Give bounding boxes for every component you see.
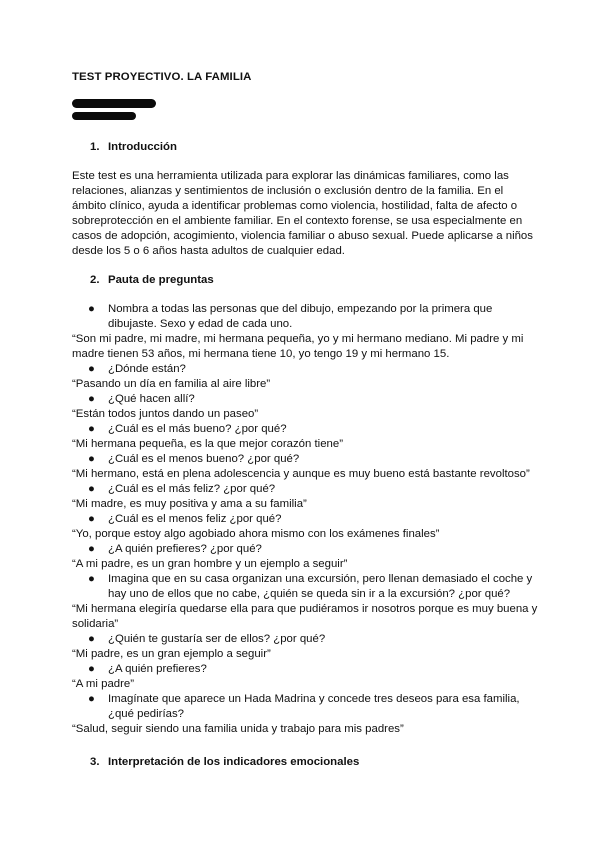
section-heading-introduccion [72,140,540,155]
section-title: Pauta de preguntas [108,274,214,286]
answer-text: “A mi padre” [72,678,135,690]
question-bullet-list [72,632,540,647]
question-item [72,392,540,407]
bullet-icon: ● [88,303,95,315]
bullet-icon: ● [88,543,95,555]
question-text: ¿A quién prefieres? ¿por qué? [108,543,262,555]
intro-line: ámbito clínico, ayuda a identificar problemas como violencia, hostilidad, falta de afecto o [72,200,518,212]
question-item [72,542,540,557]
question-bullet-list [72,302,540,332]
question-text: dibujaste. Sexo y edad de cada uno. [108,318,293,330]
section-heading-interpretacion [72,755,540,770]
question-text: ¿Cuál es el menos feliz ¿por qué? [108,513,282,525]
question-item [72,512,540,527]
intro-line: casos de adopción, acogimiento, violencia familiar o abuso sexual. Puede aplicarse a niños [72,230,533,242]
question-text: hay uno de ellos que no cabe, ¿quién se queda sin ir a la excursión? ¿por qué? [108,588,511,600]
answer-text: “Yo, porque estoy algo agobiado ahora mismo con los exámenes finales” [72,528,440,540]
answer-text: solidaria” [72,618,119,630]
answer-text: “Mi hermana elegiría quedarse ella para que pudiéramos ir nosotros porque es muy buena y [72,603,538,615]
intro-paragraph [72,169,540,259]
question-list [72,302,540,737]
section-number: 3. [90,756,100,768]
question-item [72,362,540,377]
question-item [72,452,540,467]
question-item [72,422,540,437]
question-item [72,662,540,677]
question-text: Imagina que en su casa organizan una excursión, pero llenan demasiado el coche y [108,573,533,585]
redacted-name-bar [72,99,156,108]
answer-text: “Salud, seguir siendo una familia unida y trabajo para mis padres” [72,723,404,735]
bullet-icon: ● [88,633,95,645]
question-text: ¿qué pedirías? [108,708,184,720]
answer-text: “Mi padre, es un gran ejemplo a seguir” [72,648,271,660]
section-title: Introducción [108,141,177,153]
question-text: Nombra a todas las personas que del dibujo, empezando por la primera que [108,303,493,315]
intro-line: desde los 5 o 6 años hasta adultos de cualquier edad. [72,245,345,257]
question-bullet-list [72,512,540,527]
question-text: ¿Cuál es el más bueno? ¿por qué? [108,423,287,435]
section-number: 1. [90,141,100,153]
question-text: Imagínate que aparece un Hada Madrina y concede tres deseos para esa familia, [108,693,520,705]
intro-line: sobreprotección en el ambiente familiar. En el contexto forense, se usa especialmente en [72,215,523,227]
question-bullet-list [72,662,540,677]
question-item [72,632,540,647]
answer-text: “Son mi padre, mi madre, mi hermana pequeña, yo y mi hermano mediano. Mi padre y mi [72,333,524,345]
answer-text: “Mi madre, es muy positiva y ama a su familia” [72,498,307,510]
question-item [72,302,540,332]
answer-text: madre tienen 53 años, mi hermana tiene 10, yo tengo 19 y mi hermano 15. [72,348,450,360]
question-bullet-list [72,422,540,437]
answer-text: “A mi padre, es un gran hombre y un ejemplo a seguir” [72,558,348,570]
question-text: ¿Cuál es el más feliz? ¿por qué? [108,483,276,495]
bullet-icon: ● [88,423,95,435]
bullet-icon: ● [88,693,95,705]
question-text: ¿Qué hacen allí? [108,393,195,405]
document-title: TEST PROYECTIVO. LA FAMILIA [72,71,252,83]
answer-text: “Mi hermano, está en plena adolescencia y aunque es muy bueno está bastante revoltoso” [72,468,530,480]
intro-line: relaciones, alianzas y sentimientos de inclusión o exclusión dentro de la familia. En el [72,185,504,197]
section-title: Interpretación de los indicadores emocionales [108,756,360,768]
question-item [72,572,540,602]
bullet-icon: ● [88,573,95,585]
question-bullet-list [72,542,540,557]
question-bullet-list [72,692,540,722]
answer-text: “Mi hermana pequeña, es la que mejor corazón tiene” [72,438,343,450]
section-number: 2. [90,274,100,286]
question-bullet-list [72,482,540,497]
answer-text: “Pasando un día en familia al aire libre” [72,378,271,390]
question-bullet-list [72,572,540,602]
bullet-icon: ● [88,663,95,675]
bullet-icon: ● [88,453,95,465]
bullet-icon: ● [88,363,95,375]
redacted-id-bar [72,112,136,120]
bullet-icon: ● [88,483,95,495]
question-item [72,482,540,497]
question-text: ¿Cuál es el menos bueno? ¿por qué? [108,453,300,465]
question-bullet-list [72,452,540,467]
question-bullet-list [72,362,540,377]
question-bullet-list [72,392,540,407]
question-text: ¿Quién te gustaría ser de ellos? ¿por qué? [108,633,326,645]
answer-text: “Están todos juntos dando un paseo” [72,408,259,420]
bullet-icon: ● [88,513,95,525]
question-text: ¿A quién prefieres? [108,663,207,675]
section-heading-pauta [72,273,540,288]
intro-line: Este test es una herramienta utilizada para explorar las dinámicas familiares, como las [72,170,509,182]
bullet-icon: ● [88,393,95,405]
question-item [72,692,540,722]
question-text: ¿Dónde están? [108,363,186,375]
